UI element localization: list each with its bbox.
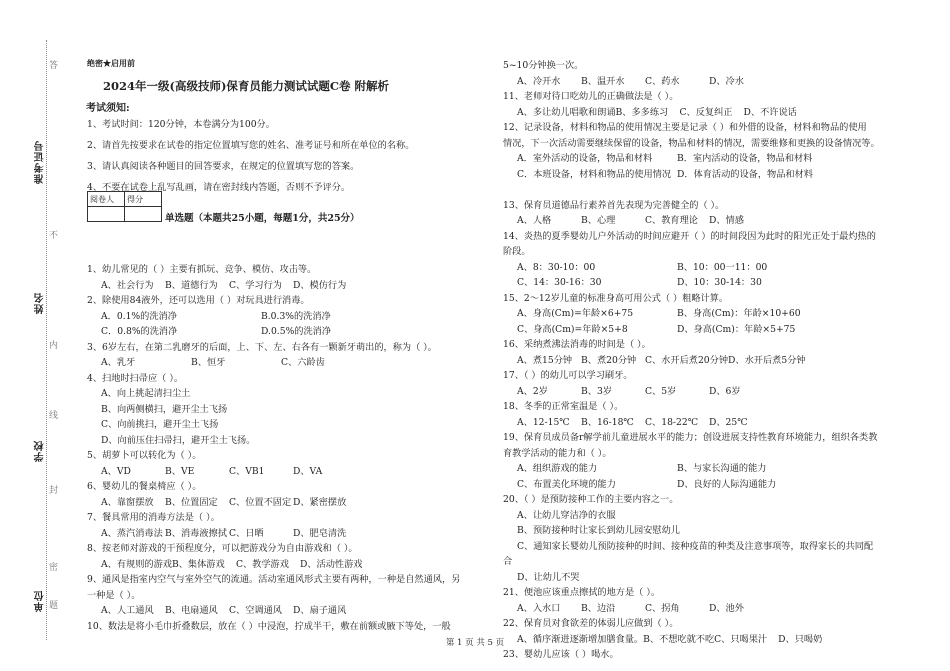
section-title: 单选题（本题共25小题，每题1分，共25分） (165, 213, 360, 224)
answer-option[interactable]: D、扇子通风 (293, 605, 347, 616)
right-question-column (503, 58, 903, 663)
answer-option[interactable]: A、组织游戏的能力 (517, 463, 598, 474)
question-text: 12、记录设备，材料和物品的使用情况主要是记录（ ）和外借的设备，材料和物品的使用 (503, 122, 867, 133)
answer-option[interactable]: C、教学游戏 (235, 558, 289, 570)
question-text: 一种是（ ）。 (87, 589, 141, 601)
answer-option[interactable]: C、VB1 (229, 465, 265, 477)
option-row (87, 355, 487, 371)
score-input[interactable] (125, 207, 162, 222)
binding-strip (0, 0, 60, 671)
answer-option[interactable]: B、消毒液擦拭 (165, 527, 227, 539)
question-text: 5~10分钟换一次。 (503, 60, 584, 71)
question-text: 11、老师对待口吃幼儿的正确做法是（ ）。 (503, 91, 679, 102)
answer-option[interactable]: B、集体游戏 (171, 558, 225, 570)
option-row (503, 477, 903, 493)
answer-option[interactable]: C、身高(Cm)=年龄×5+8 (517, 323, 628, 335)
exam-number-label: 准考证号 (35, 140, 46, 184)
notice-title: 考试须知: (86, 103, 130, 114)
seal-mark: 答 (47, 60, 57, 69)
answer-option[interactable]: B、边沿 (581, 602, 616, 614)
answer-option[interactable]: B、身高(Cm)：年龄×10+60 (677, 308, 801, 319)
answer-option[interactable]: A．室外活动的设备，物品和材料 (517, 153, 653, 164)
answer-option[interactable]: B、多多练习 (615, 106, 669, 118)
question-text: 13、保育员道德品行素养首先表现为完善健全的（ ）。 (503, 199, 725, 211)
reviewer-cell: 阅卷人 (88, 192, 125, 207)
answer-option[interactable]: D、模仿行为 (293, 279, 347, 291)
answer-option[interactable]: D、VA (293, 465, 323, 477)
option-row (503, 353, 903, 369)
answer-option[interactable]: A、2岁 (517, 385, 548, 397)
answer-option[interactable]: A、蒸汽消毒法 (101, 527, 163, 539)
option-row (503, 275, 903, 291)
question-text: 情况，下一次活动需要继续保留的设备，物品和材料的情况，需要维修和更换的设备情况等。 (503, 137, 880, 149)
question-text: 21、便池应该重点擦拭的地方是（ ）。 (503, 587, 661, 598)
answer-option[interactable]: D、紧密摆放 (293, 496, 347, 508)
option-row (87, 603, 487, 619)
secret-tag: 绝密★启用前 (87, 58, 135, 68)
answer-option[interactable]: C、六龄齿 (281, 357, 325, 368)
question-text: 1、幼儿常见的（ ）主要有抓玩、竞争、模仿、攻击等。 (87, 264, 317, 275)
option-row (503, 151, 903, 167)
option-row (503, 415, 903, 431)
left-question-column (87, 262, 487, 634)
answer-option[interactable]: B、心理 (581, 215, 616, 226)
question-text: 9、通风是指室内空气与室外空气的流通。活动室通风形式主要有两种，一种是自然通风，另 (87, 574, 461, 585)
answer-option[interactable]: C、反复纠正 (679, 106, 733, 118)
option-row (503, 601, 903, 617)
question-text: 22、保育员对食欲差的体弱儿应做到（ ）。 (503, 618, 679, 629)
option-row (87, 278, 487, 294)
school-label: 学校 (35, 440, 46, 462)
answer-option[interactable]: B、不想吃就不吃 (643, 633, 715, 645)
seal-mark: 封 (47, 485, 57, 494)
question-text: D、让幼儿不哭 (517, 571, 580, 583)
answer-option[interactable]: D、活动性游戏 (299, 558, 363, 570)
answer-option[interactable]: D、不许说话 (743, 106, 797, 118)
question-text: 育教学活动的能力和（ ）。 (503, 447, 612, 459)
answer-option[interactable]: A、靠窗摆放 (101, 496, 154, 508)
answer-option[interactable]: A、VD (101, 465, 131, 477)
option-row (503, 306, 903, 322)
notice-item: 3、请认真阅读各种题目的回答要求，在规定的位置填写您的答案。 (87, 161, 360, 172)
answer-option[interactable]: C．本班设备，材料和物品的使用情况 (517, 168, 672, 180)
answer-option[interactable]: B、电扇通风 (165, 605, 218, 616)
answer-option[interactable]: C、拐角 (645, 602, 680, 614)
answer-option[interactable]: C、空调通风 (229, 605, 282, 616)
answer-option[interactable]: D．体育活动的设备，物品和材料 (677, 168, 813, 180)
option-row (503, 322, 903, 338)
question-text: A、向上挑起清扫尘土 (101, 388, 191, 399)
notice-list (87, 114, 414, 198)
answer-option[interactable]: D、只喝奶 (778, 633, 823, 645)
question-text: 3、6岁左右，在第二乳磨牙的后面，上、下、左、右各有一颗新牙萌出的，称为（ ）。 (87, 341, 437, 353)
question-text: 阶段。 (503, 246, 531, 257)
seal-mark: 不 (47, 230, 57, 239)
answer-option[interactable]: D、10：30-14：30 (677, 277, 762, 288)
answer-option[interactable]: D、25℃ (709, 416, 748, 428)
answer-option[interactable]: D、肥皂清洗 (293, 527, 347, 539)
answer-option[interactable]: D.0.5%的洗消净 (261, 326, 332, 337)
question-text: B、向两侧横扫，避开尘土飞扬 (101, 403, 228, 415)
question-text: 7、餐具常用的消毒方法是（ ）。 (87, 512, 220, 523)
answer-option[interactable]: A、循序渐进逐渐增加膳食量。 (517, 633, 644, 645)
answer-option[interactable]: A、12-15℃ (517, 416, 570, 428)
notice-item: 1、考试时间：120分钟，本卷满分为100分。 (87, 119, 275, 130)
answer-option[interactable]: B、10：00一11：00 (677, 261, 768, 273)
question-text: 18、冬季的正常室温是（ ）。 (503, 401, 624, 412)
option-row (87, 557, 487, 573)
answer-option[interactable]: B、温开水 (581, 75, 625, 87)
option-row (87, 526, 487, 542)
option-row (87, 309, 487, 325)
answer-option[interactable]: C、日晒 (229, 527, 264, 539)
seal-mark: 密 (47, 562, 57, 571)
answer-option[interactable]: B、3岁 (581, 385, 612, 397)
unit-label: 单位 (35, 590, 46, 612)
answer-option[interactable]: C、布置美化环境的能力 (517, 478, 616, 490)
answer-option[interactable]: D、情感 (709, 215, 744, 226)
reviewer-input[interactable] (88, 207, 125, 222)
question-text: 10、数法是将小毛巾折叠数层，放在（ ）中浸泡，拧成半干，敷在前额或腋下等处，一般 (87, 620, 451, 632)
answer-option[interactable]: A、入水口 (517, 602, 561, 614)
question-text: D、向前压住扫帚扫，避开尘土飞扬。 (101, 434, 256, 446)
question-text: B、预防接种时让家长到幼儿园安慰幼儿 (517, 525, 680, 536)
answer-option[interactable]: B、恒牙 (191, 357, 226, 368)
answer-option[interactable]: C、学习行为 (229, 279, 282, 291)
answer-option[interactable]: C、只喝果汁 (714, 633, 768, 645)
option-row (503, 167, 903, 183)
answer-option[interactable]: A、乳牙 (101, 357, 136, 368)
seal-mark: 线 (47, 410, 57, 419)
answer-option[interactable]: C．0.8%的洗消净 (101, 326, 178, 337)
seal-mark: 内 (47, 340, 57, 349)
question-text: 合 (503, 556, 513, 567)
question-text: C、向前挑扫，避开尘土飞扬 (101, 419, 219, 430)
answer-option[interactable]: A、冷开水 (517, 75, 561, 87)
question-text: 19、保育员成员备r解学前儿童进展水平的能力；创设进展支持性教育环境能力，组织各类教 (503, 432, 878, 443)
score-table (87, 191, 162, 222)
answer-option[interactable]: B、与家长沟通的能力 (677, 463, 767, 474)
question-text: 20、（ ）是预防接种工作的主要内容之一。 (503, 494, 679, 505)
answer-option[interactable]: B、位置固定 (165, 496, 218, 508)
name-label: 姓名 (35, 292, 46, 314)
question-text: 23、婴幼儿应该（ ）喝水。 (503, 649, 619, 660)
question-text (503, 182, 903, 198)
answer-option[interactable]: A、煮15分钟 (517, 354, 573, 366)
answer-option[interactable]: D、池外 (709, 602, 744, 614)
question-text: 6、婴幼儿的餐桌椅应（ ）。 (87, 481, 202, 492)
notice-item: 4、不要在试卷上乱写乱画，请在密封线内答题，否则不予评分。 (87, 182, 351, 193)
answer-option[interactable]: A、身高(Cm)=年龄×6+75 (517, 308, 634, 319)
question-text: 8、按老师对游戏的干预程度分，可以把游戏分为自由游戏和（ ）。 (87, 543, 358, 554)
option-row (503, 384, 903, 400)
option-row (503, 213, 903, 229)
question-text: 15、2～12岁儿童的标准身高可用公式（ ）粗略计算。 (503, 292, 729, 304)
answer-option[interactable]: B、VE (165, 465, 195, 477)
answer-option[interactable]: A．0.1%的洗消净 (101, 310, 177, 322)
answer-option[interactable]: D、冷水 (709, 75, 744, 87)
answer-option[interactable]: D、6岁 (709, 385, 741, 397)
option-row (503, 461, 903, 477)
question-text: C、通知家长婴幼儿预防接种的时间、接种疫苗的种类及注意事项等，取得家长的共同配 (517, 540, 874, 552)
answer-option[interactable]: B、16-18℃ (581, 416, 634, 428)
notice-item: 2、请首先按要求在试卷的指定位置填写您的姓名、准考证号和所在单位的名称。 (87, 140, 415, 151)
question-text: 16、采纳煮沸法消毒的时间是（ ）。 (503, 339, 651, 350)
option-row (87, 495, 487, 511)
answer-option[interactable]: A、人工通风 (101, 605, 154, 616)
page-title: 2024年一级(高级技师)保育员能力测试试题C卷 附解析 (103, 79, 390, 93)
option-row (87, 324, 487, 340)
answer-option[interactable]: A、8：30-10：00 (517, 261, 596, 273)
answer-option[interactable]: B、道德行为 (165, 279, 218, 291)
answer-option[interactable]: C、5岁 (645, 385, 677, 397)
answer-option[interactable]: C、18-22℃ (645, 416, 698, 428)
question-text: 2、除使用84液外，还可以选用（ ）对玩具进行消毒。 (87, 295, 310, 306)
answer-option[interactable]: A、多让幼儿唱歌和朗诵 (517, 106, 616, 118)
page-footer: 第 1 页 共 5 页 (445, 638, 505, 648)
answer-option[interactable]: C、位置不固定 (229, 496, 292, 508)
score-cell: 得分 (125, 192, 162, 207)
option-row (503, 74, 903, 90)
answer-option[interactable]: D、身高(Cm)：年龄×5+75 (677, 323, 796, 335)
answer-option[interactable]: D、良好的人际沟通能力 (677, 478, 777, 490)
question-text: 14、炎热的夏季婴幼儿户外活动的时间应避开（ ）的时间段因为此时的阳光正处于最灼热的 (503, 230, 876, 242)
answer-option[interactable]: C、水开后煮20分钟 (645, 354, 729, 366)
answer-option[interactable]: A、有规则的游戏 (101, 558, 172, 570)
seal-mark: 题 (47, 600, 57, 609)
option-row (87, 464, 487, 480)
answer-option[interactable]: C、教育理论 (645, 215, 698, 226)
option-row (503, 105, 903, 121)
answer-option[interactable]: A、人格 (517, 215, 552, 226)
question-text: A、让幼儿穿洁净的衣服 (517, 509, 616, 521)
question-text: 4、扫地时扫帚应（ ）。 (87, 372, 184, 384)
answer-option[interactable]: B.0.3%的洗消净 (261, 310, 331, 322)
option-row (503, 260, 903, 276)
answer-option[interactable]: A、社会行为 (101, 279, 154, 291)
answer-option[interactable]: D、水开后煮5分钟 (728, 354, 806, 366)
answer-option[interactable]: C、药水 (645, 75, 680, 87)
answer-option[interactable]: B．室内活动的设备，物品和材料 (677, 153, 813, 164)
answer-option[interactable]: B、煮20分钟 (581, 354, 637, 366)
question-text: 5、胡萝卜可以转化为（ ）。 (87, 450, 202, 461)
question-text: 17、（ ）的幼儿可以学习刷牙。 (503, 370, 633, 381)
answer-option[interactable]: C、14：30-16：30 (517, 277, 602, 288)
